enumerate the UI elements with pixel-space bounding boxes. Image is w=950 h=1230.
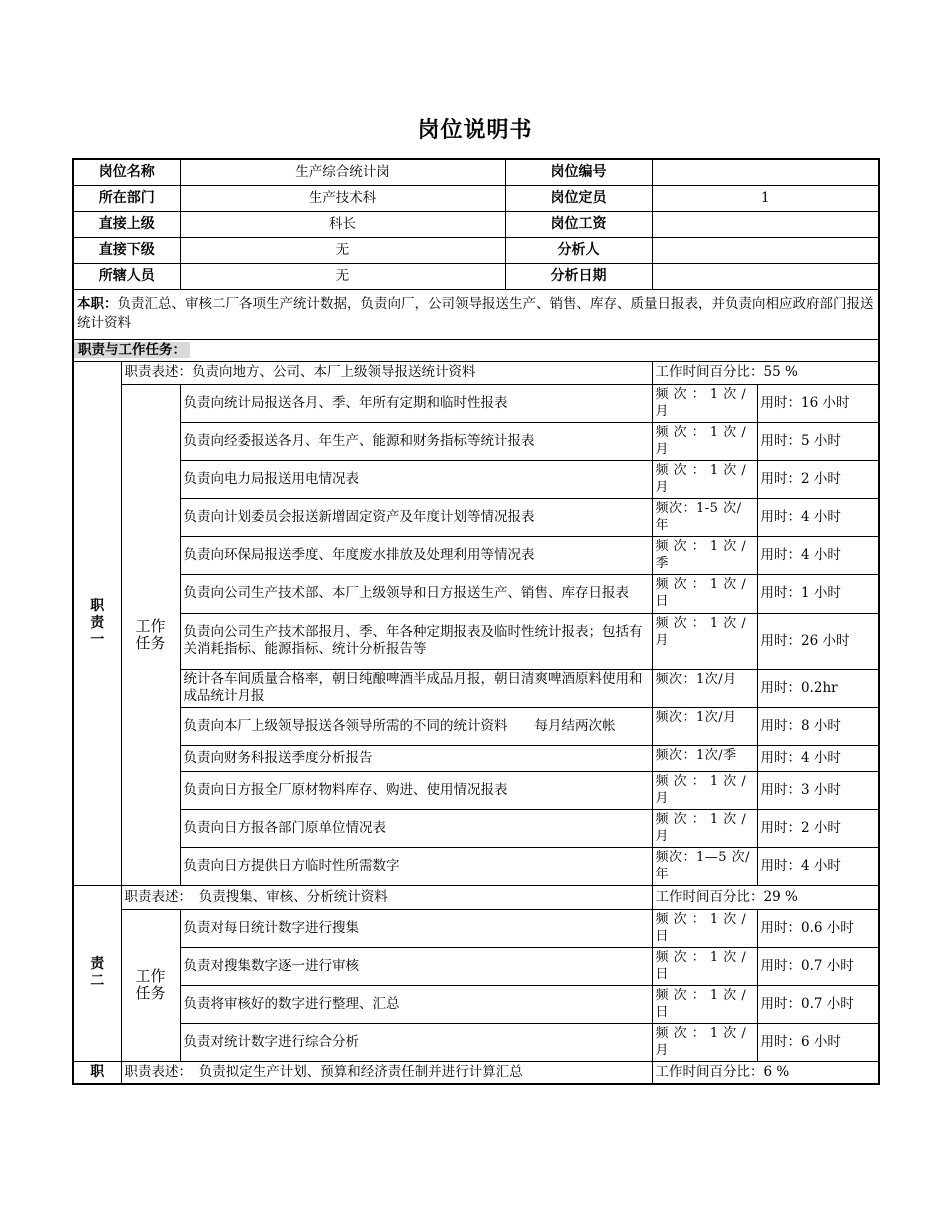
task-frequency: 频次：1—5 次/年 — [652, 847, 757, 885]
task-text: 负责向电力局报送用电情况表 — [180, 460, 652, 498]
task-time-used: 用时：4 小时 — [757, 498, 879, 536]
duty-time-percent: 工作时间百分比：29 % — [652, 885, 879, 909]
duty-side-char: 一 — [90, 631, 105, 648]
task-text: 负责向经委报送各月、年生产、能源和财务指标等统计报表 — [180, 422, 652, 460]
info-value: 生产技术科 — [180, 185, 505, 211]
info-value — [652, 211, 879, 237]
task-time-used: 用时：2 小时 — [757, 460, 879, 498]
task-row — [73, 847, 879, 885]
task-text: 负责向计划委员会报送新增固定资产及年度计划等情况报表 — [180, 498, 652, 536]
main-duty-cell — [73, 289, 879, 339]
info-label: 分析人 — [505, 237, 652, 263]
info-value: 生产综合统计岗 — [180, 159, 505, 185]
duty-side-char: 责 — [90, 614, 105, 631]
info-label: 所辖人员 — [73, 263, 180, 289]
task-frequency: 频 次 ： 1 次 / 日 — [652, 985, 757, 1023]
duty-time-percent: 工作时间百分比：55 % — [652, 361, 879, 384]
task-row — [73, 384, 879, 422]
task-text: 负责向日方报全厂原材物料库存、购进、使用情况报表 — [180, 771, 652, 809]
duties-header: 职责与工作任务： — [74, 342, 190, 358]
info-value — [652, 237, 879, 263]
task-text: 负责对统计数字进行综合分析 — [180, 1023, 652, 1061]
task-frequency: 频 次 ： 1 次 / 月 — [652, 771, 757, 809]
duty-statement: 职责表述： 负责拟定生产计划、预算和经济责任制并进行计算汇总 — [121, 1061, 652, 1084]
duty-side-char: 责 — [90, 956, 105, 972]
task-time-used: 用时：4 小时 — [757, 536, 879, 574]
task-text: 负责向公司生产技术部、本厂上级领导和日方报送生产、销售、库存日报表 — [180, 574, 652, 613]
info-row — [73, 237, 879, 263]
task-row — [73, 574, 879, 613]
info-label: 岗位编号 — [505, 159, 652, 185]
task-time-used: 用时：2 小时 — [757, 809, 879, 847]
task-row — [73, 809, 879, 847]
info-value: 无 — [180, 263, 505, 289]
task-frequency: 频 次 ： 1 次 / 月 — [652, 809, 757, 847]
task-time-used: 用时：8 小时 — [757, 707, 879, 745]
job-description-table — [72, 158, 880, 1085]
task-frequency: 频 次 ： 1 次 / 月 — [652, 613, 757, 669]
main-duty-label: 本职： — [77, 296, 118, 312]
task-row — [73, 422, 879, 460]
info-row — [73, 211, 879, 237]
task-row — [73, 985, 879, 1023]
task-time-used: 用时：26 小时 — [757, 613, 879, 669]
duty-statement-row — [73, 885, 879, 909]
duty-statement: 职责表述： 负责搜集、审核、分析统计资料 — [121, 885, 652, 909]
task-frequency: 频 次 ： 1 次 / 日 — [652, 574, 757, 613]
duty-statement-row — [73, 361, 879, 384]
info-label: 岗位名称 — [73, 159, 180, 185]
task-frequency: 频 次 ： 1 次 / 月 — [652, 460, 757, 498]
task-frequency: 频 次 ： 1 次 / 日 — [652, 947, 757, 985]
task-time-used: 用时：0.7 小时 — [757, 947, 879, 985]
task-row — [73, 947, 879, 985]
task-time-used: 用时：4 小时 — [757, 745, 879, 771]
info-label: 岗位工资 — [505, 211, 652, 237]
task-frequency: 频 次 ： 1 次 / 月 — [652, 1023, 757, 1061]
task-row — [73, 707, 879, 745]
task-row — [73, 460, 879, 498]
duty-side-label — [73, 885, 121, 1061]
info-row — [73, 159, 879, 185]
task-time-used: 用时：1 小时 — [757, 574, 879, 613]
info-value — [652, 159, 879, 185]
task-time-used: 用时：3 小时 — [757, 771, 879, 809]
task-text: 负责向日方提供日方临时性所需数字 — [180, 847, 652, 885]
task-text: 负责向公司生产技术部报月、季、年各种定期报表及临时性统计报表；包括有关消耗指标、能源指标、统计分析报告等 — [180, 613, 652, 669]
task-group-label-line: 任务 — [135, 633, 166, 652]
info-value: 1 — [652, 185, 879, 211]
task-text: 负责向财务科报送季度分析报告 — [180, 745, 652, 771]
task-time-used: 用时：0.2hr — [757, 669, 879, 707]
task-row — [73, 909, 879, 947]
task-text: 负责对搜集数字逐一进行审核 — [180, 947, 652, 985]
info-label: 岗位定员 — [505, 185, 652, 211]
info-row — [73, 185, 879, 211]
task-row — [73, 669, 879, 707]
task-time-used: 用时：0.6 小时 — [757, 909, 879, 947]
task-text: 负责对每日统计数字进行搜集 — [180, 909, 652, 947]
task-frequency: 频 次 ： 1 次 / 月 — [652, 422, 757, 460]
task-row — [73, 613, 879, 669]
info-label: 直接上级 — [73, 211, 180, 237]
info-value: 无 — [180, 237, 505, 263]
main-duty-row — [73, 289, 879, 339]
task-group-label-line: 任务 — [135, 984, 166, 1002]
task-time-used: 用时：4 小时 — [757, 847, 879, 885]
duty-statement-row — [73, 1061, 879, 1084]
info-value: 科长 — [180, 211, 505, 237]
info-value — [652, 263, 879, 289]
task-group-label — [121, 909, 180, 1061]
info-row — [73, 263, 879, 289]
task-row — [73, 1023, 879, 1061]
task-time-used: 用时：0.7 小时 — [757, 985, 879, 1023]
info-label: 所在部门 — [73, 185, 180, 211]
duty-statement: 职责表述：负责向地方、公司、本厂上级领导报送统计资料 — [121, 361, 652, 384]
page-title: 岗位说明书 — [417, 118, 533, 143]
info-label: 分析日期 — [505, 263, 652, 289]
task-text: 负责向环保局报送季度、年度废水排放及处理利用等情况表 — [180, 536, 652, 574]
task-group-label — [121, 384, 180, 885]
task-group-label-line: 工作 — [135, 967, 166, 985]
duties-header-cell — [73, 339, 879, 361]
task-text: 负责将审核好的数字进行整理、汇总 — [180, 985, 652, 1023]
info-label: 直接下级 — [73, 237, 180, 263]
task-group-label-line: 工作 — [135, 616, 166, 635]
task-row — [73, 498, 879, 536]
duty-side-char: 职 — [90, 597, 105, 614]
task-frequency: 频次：1次/季 — [652, 745, 757, 771]
task-text: 负责向本厂上级领导报送各领导所需的不同的统计资料 每月结两次帐 — [180, 707, 652, 745]
task-row — [73, 771, 879, 809]
task-text: 负责向统计局报送各月、季、年所有定期和临时性报表 — [180, 384, 652, 422]
task-row — [73, 536, 879, 574]
main-duty-text: 负责汇总、审核二厂各项生产统计数据，负责向厂，公司领导报送生产、销售、库存、质量日报表，并负责向相应政府部门报送统计资料 — [77, 296, 874, 331]
task-frequency: 频次：1次/月 — [652, 707, 757, 745]
task-frequency: 频 次 ： 1 次 / 日 — [652, 909, 757, 947]
task-frequency: 频 次 ： 1 次 / 季 — [652, 536, 757, 574]
duty-time-percent: 工作时间百分比：6 % — [652, 1061, 879, 1084]
duties-header-row — [73, 339, 879, 361]
duty-side-label — [73, 361, 121, 885]
task-frequency: 频次：1次/月 — [652, 669, 757, 707]
task-text: 统计各车间质量合格率，朝日纯酿啤酒半成品月报，朝日清爽啤酒原料使用和成品统计月报 — [180, 669, 652, 707]
task-time-used: 用时：6 小时 — [757, 1023, 879, 1061]
duty-side-label: 职 — [73, 1061, 121, 1084]
task-time-used: 用时：5 小时 — [757, 422, 879, 460]
task-frequency: 频次：1-5 次/年 — [652, 498, 757, 536]
task-time-used: 用时：16 小时 — [757, 384, 879, 422]
task-frequency: 频 次 ： 1 次 / 月 — [652, 384, 757, 422]
task-row — [73, 745, 879, 771]
duty-side-char: 二 — [90, 973, 105, 989]
task-text: 负责向日方报各部门原单位情况表 — [180, 809, 652, 847]
